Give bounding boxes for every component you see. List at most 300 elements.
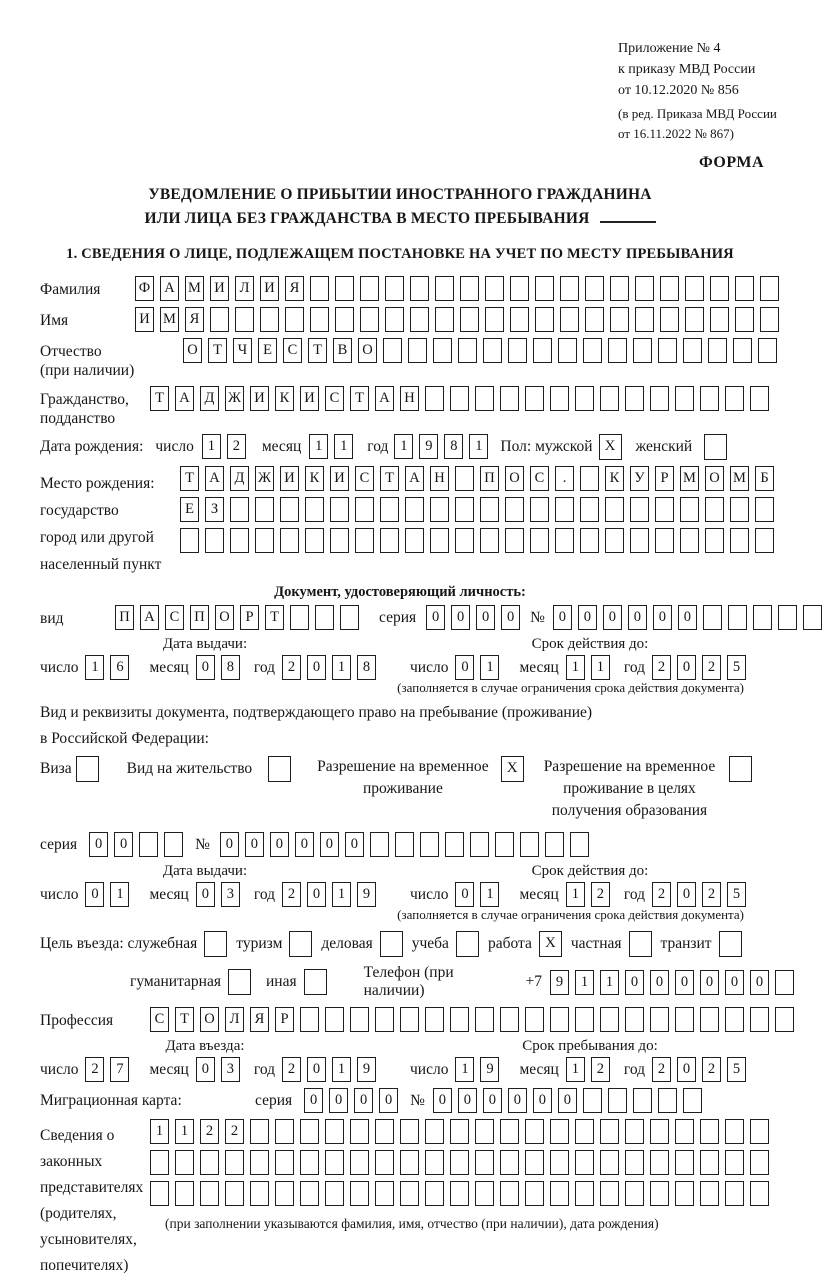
- char-cell[interactable]: [525, 1150, 544, 1175]
- char-cell[interactable]: [420, 832, 439, 857]
- char-cell[interactable]: П: [115, 605, 134, 630]
- char-cell[interactable]: [570, 832, 589, 857]
- char-cell[interactable]: [708, 338, 727, 363]
- char-cell[interactable]: [500, 1181, 519, 1206]
- permit-valid-year-cells[interactable]: [652, 882, 752, 907]
- char-cell[interactable]: [725, 1150, 744, 1175]
- char-cell[interactable]: И: [250, 386, 269, 411]
- char-cell[interactable]: А: [175, 386, 194, 411]
- entry-year-cells[interactable]: [282, 1057, 382, 1082]
- char-cell[interactable]: 0: [675, 970, 694, 995]
- char-cell[interactable]: [375, 1150, 394, 1175]
- char-cell[interactable]: [575, 1150, 594, 1175]
- permit-number-cells[interactable]: [220, 832, 595, 857]
- char-cell[interactable]: [255, 497, 274, 522]
- char-cell[interactable]: Р: [240, 605, 259, 630]
- char-cell[interactable]: [580, 528, 599, 553]
- purpose-private-checkbox[interactable]: [629, 931, 652, 957]
- char-cell[interactable]: А: [140, 605, 159, 630]
- char-cell[interactable]: [335, 307, 354, 332]
- char-cell[interactable]: [550, 1007, 569, 1032]
- char-cell[interactable]: 2: [85, 1057, 104, 1082]
- char-cell[interactable]: [475, 1119, 494, 1144]
- char-cell[interactable]: 0: [307, 1057, 326, 1082]
- char-cell[interactable]: 1: [566, 1057, 585, 1082]
- char-cell[interactable]: [558, 338, 577, 363]
- char-cell[interactable]: Т: [208, 338, 227, 363]
- migration-series-cells[interactable]: [304, 1088, 404, 1113]
- char-cell[interactable]: [545, 832, 564, 857]
- char-cell[interactable]: [180, 528, 199, 553]
- stay-year-cells[interactable]: [652, 1057, 752, 1082]
- char-cell[interactable]: 0: [508, 1088, 527, 1113]
- permit-issue-month-cells[interactable]: [196, 882, 246, 907]
- purpose-study-checkbox[interactable]: [456, 931, 479, 957]
- char-cell[interactable]: П: [190, 605, 209, 630]
- char-cell[interactable]: [555, 528, 574, 553]
- char-cell[interactable]: П: [480, 466, 499, 491]
- char-cell[interactable]: 0: [433, 1088, 452, 1113]
- char-cell[interactable]: [458, 338, 477, 363]
- char-cell[interactable]: [675, 1181, 694, 1206]
- char-cell[interactable]: [325, 1119, 344, 1144]
- char-cell[interactable]: [675, 1007, 694, 1032]
- char-cell[interactable]: [660, 307, 679, 332]
- char-cell[interactable]: [360, 307, 379, 332]
- char-cell[interactable]: В: [333, 338, 352, 363]
- char-cell[interactable]: [550, 1119, 569, 1144]
- char-cell[interactable]: 1: [334, 434, 353, 459]
- char-cell[interactable]: С: [355, 466, 374, 491]
- doc-issue-day-cells[interactable]: [85, 655, 135, 680]
- char-cell[interactable]: [300, 1119, 319, 1144]
- char-cell[interactable]: [580, 497, 599, 522]
- char-cell[interactable]: [550, 1181, 569, 1206]
- char-cell[interactable]: 1: [455, 1057, 474, 1082]
- char-cell[interactable]: [250, 1150, 269, 1175]
- char-cell[interactable]: Л: [225, 1007, 244, 1032]
- char-cell[interactable]: 1: [394, 434, 413, 459]
- char-cell[interactable]: [760, 276, 779, 301]
- char-cell[interactable]: 0: [85, 882, 104, 907]
- char-cell[interactable]: [525, 1007, 544, 1032]
- char-cell[interactable]: [325, 1007, 344, 1032]
- char-cell[interactable]: [730, 528, 749, 553]
- char-cell[interactable]: Р: [275, 1007, 294, 1032]
- char-cell[interactable]: [710, 307, 729, 332]
- char-cell[interactable]: А: [405, 466, 424, 491]
- char-cell[interactable]: С: [165, 605, 184, 630]
- char-cell[interactable]: [685, 307, 704, 332]
- char-cell[interactable]: 0: [89, 832, 108, 857]
- char-cell[interactable]: [380, 528, 399, 553]
- char-cell[interactable]: [750, 386, 769, 411]
- char-cell[interactable]: 2: [702, 1057, 721, 1082]
- char-cell[interactable]: [375, 1181, 394, 1206]
- char-cell[interactable]: 0: [455, 655, 474, 680]
- char-cell[interactable]: 0: [320, 832, 339, 857]
- char-cell[interactable]: 2: [591, 882, 610, 907]
- char-cell[interactable]: [660, 276, 679, 301]
- char-cell[interactable]: [385, 307, 404, 332]
- char-cell[interactable]: 1: [332, 882, 351, 907]
- birth-place-cells-row1[interactable]: [180, 466, 780, 491]
- char-cell[interactable]: 2: [227, 434, 246, 459]
- char-cell[interactable]: 9: [357, 1057, 376, 1082]
- char-cell[interactable]: 0: [677, 1057, 696, 1082]
- char-cell[interactable]: [610, 276, 629, 301]
- char-cell[interactable]: Д: [230, 466, 249, 491]
- char-cell[interactable]: И: [300, 386, 319, 411]
- char-cell[interactable]: [175, 1150, 194, 1175]
- char-cell[interactable]: [635, 307, 654, 332]
- permit-valid-day-cells[interactable]: [455, 882, 505, 907]
- char-cell[interactable]: [250, 1119, 269, 1144]
- char-cell[interactable]: [460, 307, 479, 332]
- char-cell[interactable]: [250, 1181, 269, 1206]
- char-cell[interactable]: 2: [225, 1119, 244, 1144]
- representatives-cells-row2[interactable]: [150, 1150, 775, 1175]
- char-cell[interactable]: [405, 497, 424, 522]
- birth-place-cells-row2[interactable]: [180, 497, 780, 522]
- char-cell[interactable]: [510, 307, 529, 332]
- char-cell[interactable]: [650, 1181, 669, 1206]
- char-cell[interactable]: Т: [180, 466, 199, 491]
- char-cell[interactable]: 0: [196, 1057, 215, 1082]
- char-cell[interactable]: Ж: [225, 386, 244, 411]
- char-cell[interactable]: [450, 1007, 469, 1032]
- char-cell[interactable]: Т: [350, 386, 369, 411]
- char-cell[interactable]: Д: [200, 386, 219, 411]
- char-cell[interactable]: [675, 386, 694, 411]
- char-cell[interactable]: Л: [235, 276, 254, 301]
- representatives-cells-row1[interactable]: [150, 1119, 775, 1144]
- char-cell[interactable]: Р: [655, 466, 674, 491]
- birth-month-cells[interactable]: [309, 434, 359, 459]
- char-cell[interactable]: [700, 1007, 719, 1032]
- char-cell[interactable]: 2: [702, 882, 721, 907]
- char-cell[interactable]: [425, 1181, 444, 1206]
- char-cell[interactable]: О: [200, 1007, 219, 1032]
- char-cell[interactable]: [410, 307, 429, 332]
- char-cell[interactable]: [560, 276, 579, 301]
- char-cell[interactable]: 0: [483, 1088, 502, 1113]
- char-cell[interactable]: 0: [270, 832, 289, 857]
- char-cell[interactable]: [750, 1119, 769, 1144]
- char-cell[interactable]: Т: [150, 386, 169, 411]
- char-cell[interactable]: [775, 1007, 794, 1032]
- char-cell[interactable]: [635, 276, 654, 301]
- char-cell[interactable]: И: [135, 307, 154, 332]
- char-cell[interactable]: Ч: [233, 338, 252, 363]
- char-cell[interactable]: [350, 1181, 369, 1206]
- purpose-humanitarian-checkbox[interactable]: [228, 969, 251, 995]
- char-cell[interactable]: 0: [114, 832, 133, 857]
- char-cell[interactable]: [575, 1119, 594, 1144]
- char-cell[interactable]: [625, 386, 644, 411]
- char-cell[interactable]: [370, 832, 389, 857]
- doc-kind-cells[interactable]: [115, 605, 365, 630]
- char-cell[interactable]: М: [160, 307, 179, 332]
- char-cell[interactable]: З: [205, 497, 224, 522]
- entry-month-cells[interactable]: [196, 1057, 246, 1082]
- char-cell[interactable]: [400, 1119, 419, 1144]
- char-cell[interactable]: [375, 1007, 394, 1032]
- char-cell[interactable]: [500, 1119, 519, 1144]
- char-cell[interactable]: 0: [426, 605, 445, 630]
- char-cell[interactable]: 7: [110, 1057, 129, 1082]
- char-cell[interactable]: [330, 528, 349, 553]
- char-cell[interactable]: 1: [480, 655, 499, 680]
- char-cell[interactable]: 2: [652, 655, 671, 680]
- char-cell[interactable]: 0: [307, 655, 326, 680]
- char-cell[interactable]: И: [260, 276, 279, 301]
- char-cell[interactable]: 1: [202, 434, 221, 459]
- char-cell[interactable]: [750, 1150, 769, 1175]
- char-cell[interactable]: С: [150, 1007, 169, 1032]
- char-cell[interactable]: 0: [329, 1088, 348, 1113]
- char-cell[interactable]: [705, 497, 724, 522]
- char-cell[interactable]: [550, 1150, 569, 1175]
- char-cell[interactable]: [340, 605, 359, 630]
- char-cell[interactable]: О: [183, 338, 202, 363]
- birth-day-cells[interactable]: [202, 434, 252, 459]
- char-cell[interactable]: [164, 832, 183, 857]
- char-cell[interactable]: [700, 1181, 719, 1206]
- char-cell[interactable]: А: [375, 386, 394, 411]
- char-cell[interactable]: М: [185, 276, 204, 301]
- char-cell[interactable]: [433, 338, 452, 363]
- char-cell[interactable]: Н: [430, 466, 449, 491]
- char-cell[interactable]: [560, 307, 579, 332]
- char-cell[interactable]: 5: [727, 882, 746, 907]
- char-cell[interactable]: 2: [282, 655, 301, 680]
- char-cell[interactable]: [425, 1150, 444, 1175]
- char-cell[interactable]: [175, 1181, 194, 1206]
- char-cell[interactable]: [535, 276, 554, 301]
- char-cell[interactable]: [680, 528, 699, 553]
- char-cell[interactable]: [650, 386, 669, 411]
- char-cell[interactable]: [350, 1119, 369, 1144]
- char-cell[interactable]: 0: [700, 970, 719, 995]
- char-cell[interactable]: Ф: [135, 276, 154, 301]
- char-cell[interactable]: [290, 605, 309, 630]
- char-cell[interactable]: 2: [702, 655, 721, 680]
- birth-year-cells[interactable]: [394, 434, 494, 459]
- char-cell[interactable]: [575, 386, 594, 411]
- char-cell[interactable]: О: [505, 466, 524, 491]
- char-cell[interactable]: 5: [727, 1057, 746, 1082]
- char-cell[interactable]: 1: [575, 970, 594, 995]
- stay-day-cells[interactable]: [455, 1057, 505, 1082]
- char-cell[interactable]: [675, 1150, 694, 1175]
- char-cell[interactable]: [200, 1150, 219, 1175]
- char-cell[interactable]: 0: [455, 882, 474, 907]
- char-cell[interactable]: [683, 338, 702, 363]
- char-cell[interactable]: 2: [652, 882, 671, 907]
- char-cell[interactable]: Т: [308, 338, 327, 363]
- stay-month-cells[interactable]: [566, 1057, 616, 1082]
- char-cell[interactable]: [275, 1181, 294, 1206]
- purpose-transit-checkbox[interactable]: [719, 931, 742, 957]
- char-cell[interactable]: 0: [196, 655, 215, 680]
- char-cell[interactable]: [735, 276, 754, 301]
- char-cell[interactable]: [700, 1119, 719, 1144]
- char-cell[interactable]: [778, 605, 797, 630]
- char-cell[interactable]: О: [705, 466, 724, 491]
- purpose-business-checkbox[interactable]: [380, 931, 403, 957]
- char-cell[interactable]: [225, 1150, 244, 1175]
- char-cell[interactable]: [508, 338, 527, 363]
- gender-male-checkbox[interactable]: X: [599, 434, 622, 460]
- char-cell[interactable]: 0: [501, 605, 520, 630]
- char-cell[interactable]: О: [358, 338, 377, 363]
- char-cell[interactable]: [750, 1007, 769, 1032]
- char-cell[interactable]: [605, 528, 624, 553]
- char-cell[interactable]: [400, 1150, 419, 1175]
- char-cell[interactable]: [775, 970, 794, 995]
- char-cell[interactable]: [683, 1088, 702, 1113]
- char-cell[interactable]: [455, 497, 474, 522]
- char-cell[interactable]: К: [305, 466, 324, 491]
- char-cell[interactable]: 2: [200, 1119, 219, 1144]
- char-cell[interactable]: [450, 1119, 469, 1144]
- char-cell[interactable]: [325, 1181, 344, 1206]
- char-cell[interactable]: [450, 1181, 469, 1206]
- char-cell[interactable]: 0: [245, 832, 264, 857]
- char-cell[interactable]: [608, 1088, 627, 1113]
- char-cell[interactable]: [520, 832, 539, 857]
- char-cell[interactable]: [658, 1088, 677, 1113]
- char-cell[interactable]: [735, 307, 754, 332]
- char-cell[interactable]: Я: [250, 1007, 269, 1032]
- char-cell[interactable]: 1: [591, 655, 610, 680]
- char-cell[interactable]: [550, 386, 569, 411]
- char-cell[interactable]: [285, 307, 304, 332]
- char-cell[interactable]: [430, 528, 449, 553]
- char-cell[interactable]: [300, 1150, 319, 1175]
- char-cell[interactable]: [480, 497, 499, 522]
- doc-valid-year-cells[interactable]: [652, 655, 752, 680]
- char-cell[interactable]: 0: [750, 970, 769, 995]
- char-cell[interactable]: Я: [185, 307, 204, 332]
- char-cell[interactable]: [450, 1150, 469, 1175]
- char-cell[interactable]: 1: [110, 882, 129, 907]
- char-cell[interactable]: [485, 276, 504, 301]
- char-cell[interactable]: [475, 1181, 494, 1206]
- char-cell[interactable]: [330, 497, 349, 522]
- surname-cells[interactable]: [135, 276, 785, 301]
- char-cell[interactable]: [585, 307, 604, 332]
- char-cell[interactable]: [200, 1181, 219, 1206]
- char-cell[interactable]: [755, 528, 774, 553]
- char-cell[interactable]: [625, 1150, 644, 1175]
- char-cell[interactable]: Н: [400, 386, 419, 411]
- char-cell[interactable]: 9: [419, 434, 438, 459]
- char-cell[interactable]: [485, 307, 504, 332]
- char-cell[interactable]: К: [605, 466, 624, 491]
- char-cell[interactable]: 9: [357, 882, 376, 907]
- char-cell[interactable]: 0: [307, 882, 326, 907]
- char-cell[interactable]: [425, 386, 444, 411]
- char-cell[interactable]: [600, 386, 619, 411]
- char-cell[interactable]: [728, 605, 747, 630]
- char-cell[interactable]: [633, 338, 652, 363]
- char-cell[interactable]: 1: [175, 1119, 194, 1144]
- char-cell[interactable]: 0: [625, 970, 644, 995]
- char-cell[interactable]: [335, 276, 354, 301]
- char-cell[interactable]: [650, 1150, 669, 1175]
- char-cell[interactable]: [555, 497, 574, 522]
- char-cell[interactable]: [753, 605, 772, 630]
- char-cell[interactable]: 0: [220, 832, 239, 857]
- char-cell[interactable]: [255, 528, 274, 553]
- char-cell[interactable]: У: [630, 466, 649, 491]
- char-cell[interactable]: [600, 1119, 619, 1144]
- char-cell[interactable]: [435, 276, 454, 301]
- given-name-cells[interactable]: [135, 307, 785, 332]
- char-cell[interactable]: [655, 528, 674, 553]
- char-cell[interactable]: 2: [652, 1057, 671, 1082]
- char-cell[interactable]: [525, 386, 544, 411]
- char-cell[interactable]: [630, 528, 649, 553]
- char-cell[interactable]: [315, 605, 334, 630]
- char-cell[interactable]: М: [730, 466, 749, 491]
- char-cell[interactable]: [583, 338, 602, 363]
- char-cell[interactable]: [139, 832, 158, 857]
- char-cell[interactable]: 0: [196, 882, 215, 907]
- char-cell[interactable]: 0: [533, 1088, 552, 1113]
- char-cell[interactable]: [500, 1007, 519, 1032]
- char-cell[interactable]: 1: [309, 434, 328, 459]
- char-cell[interactable]: 0: [678, 605, 697, 630]
- char-cell[interactable]: [575, 1181, 594, 1206]
- char-cell[interactable]: 0: [677, 655, 696, 680]
- char-cell[interactable]: 0: [379, 1088, 398, 1113]
- char-cell[interactable]: [755, 497, 774, 522]
- char-cell[interactable]: 0: [650, 970, 669, 995]
- char-cell[interactable]: [525, 1181, 544, 1206]
- char-cell[interactable]: [710, 276, 729, 301]
- char-cell[interactable]: 0: [603, 605, 622, 630]
- char-cell[interactable]: [260, 307, 279, 332]
- char-cell[interactable]: А: [205, 466, 224, 491]
- char-cell[interactable]: [625, 1119, 644, 1144]
- char-cell[interactable]: [410, 276, 429, 301]
- permit-issue-year-cells[interactable]: [282, 882, 382, 907]
- char-cell[interactable]: [533, 338, 552, 363]
- char-cell[interactable]: [430, 497, 449, 522]
- char-cell[interactable]: [205, 528, 224, 553]
- visa-checkbox[interactable]: [76, 756, 99, 782]
- char-cell[interactable]: 0: [354, 1088, 373, 1113]
- char-cell[interactable]: [658, 338, 677, 363]
- patronymic-cells[interactable]: [183, 338, 783, 363]
- char-cell[interactable]: [435, 307, 454, 332]
- char-cell[interactable]: [700, 386, 719, 411]
- char-cell[interactable]: [655, 497, 674, 522]
- char-cell[interactable]: [280, 528, 299, 553]
- char-cell[interactable]: [305, 497, 324, 522]
- char-cell[interactable]: [750, 1181, 769, 1206]
- char-cell[interactable]: 1: [566, 655, 585, 680]
- char-cell[interactable]: [758, 338, 777, 363]
- char-cell[interactable]: 0: [458, 1088, 477, 1113]
- char-cell[interactable]: [475, 1007, 494, 1032]
- doc-series-cells[interactable]: [426, 605, 526, 630]
- char-cell[interactable]: 2: [591, 1057, 610, 1082]
- char-cell[interactable]: [703, 605, 722, 630]
